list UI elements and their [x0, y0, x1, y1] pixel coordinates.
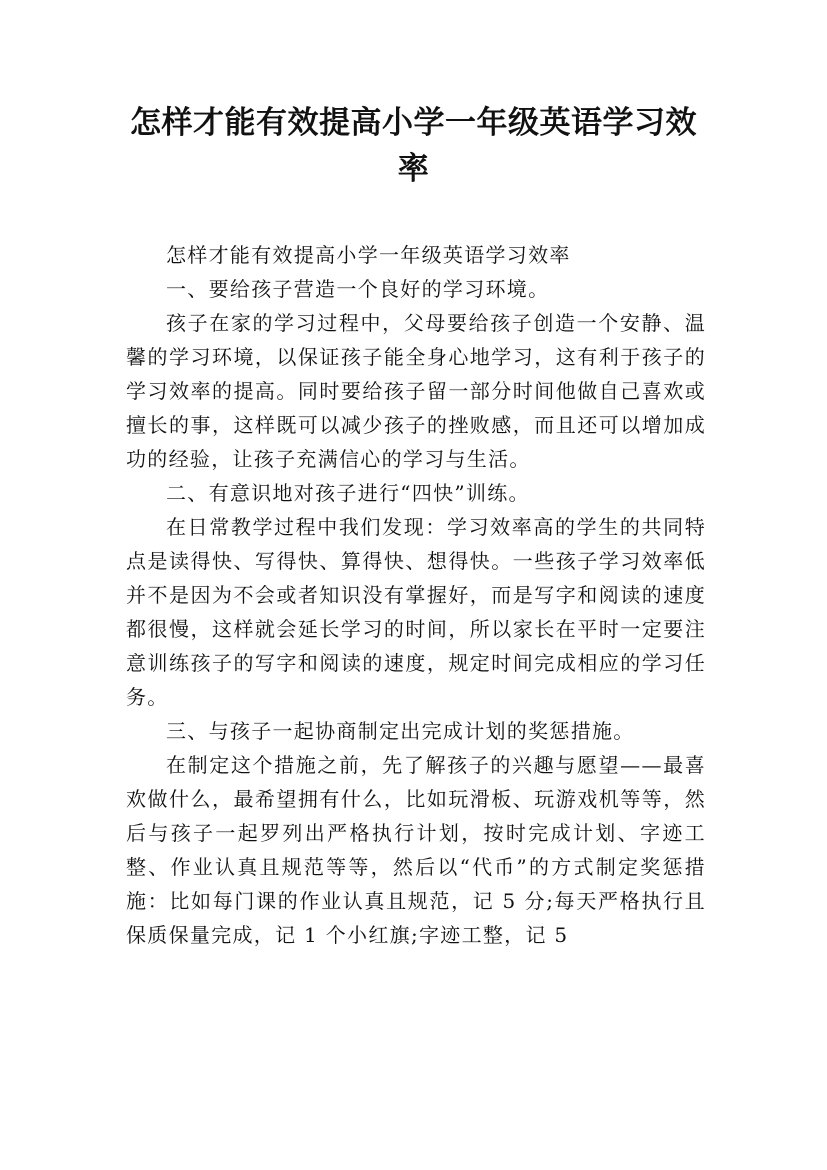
document-body [126, 238, 706, 952]
section-heading-2: 二、有意识地对孩子进行“四快”训练。 [166, 481, 530, 505]
section-paragraph-1: 孩子在家的学习过程中，父母要给孩子创造一个安静、温馨的学习环境，以保证孩子能全身心地学习，这有利于孩子的学习效率的提高。同时要给孩子留一部分时间他做自己喜欢或擅长的事，这样既可以减少孩子的挫败感，而且还可以增加成功的经验，让孩子充满信心的学习与生活。 [126, 311, 706, 471]
section-heading-1: 一、要给孩子营造一个良好的学习环境。 [166, 277, 550, 301]
section-paragraph-3: 在制定这个措施之前，先了解孩子的兴趣与愿望——最喜欢做什么，最希望拥有什么，比如玩滑板、玩游戏机等等，然后与孩子一起罗列出严格执行计划，按时完成计划、字迹工整、作业认真且规范等等，然后以“代币”的方式制定奖惩措施：比如每门课的作业认真且规范，记 5 分;每天严格执行且保质保量完成，记 1 个小红旗;字迹工整，记 5 [126, 753, 706, 947]
section-paragraph-2: 在日常教学过程中我们发现：学习效率高的学生的共同特点是读得快、写得快、算得快、想得快。一些孩子学习效率低并不是因为不会或者知识没有掌握好，而是写字和阅读的速度都很慢，这样就会延长学习的时间，所以家长在平时一定要注意训练孩子的写字和阅读的速度，规定时间完成相应的学习任务。 [126, 515, 706, 709]
document-subtitle: 怎样才能有效提高小学一年级英语学习效率 [166, 243, 571, 267]
document-title: 怎样才能有效提高小学一年级英语学习效率 [130, 105, 697, 187]
section-heading-3: 三、与孩子一起协商制定出完成计划的奖惩措施。 [166, 719, 635, 743]
